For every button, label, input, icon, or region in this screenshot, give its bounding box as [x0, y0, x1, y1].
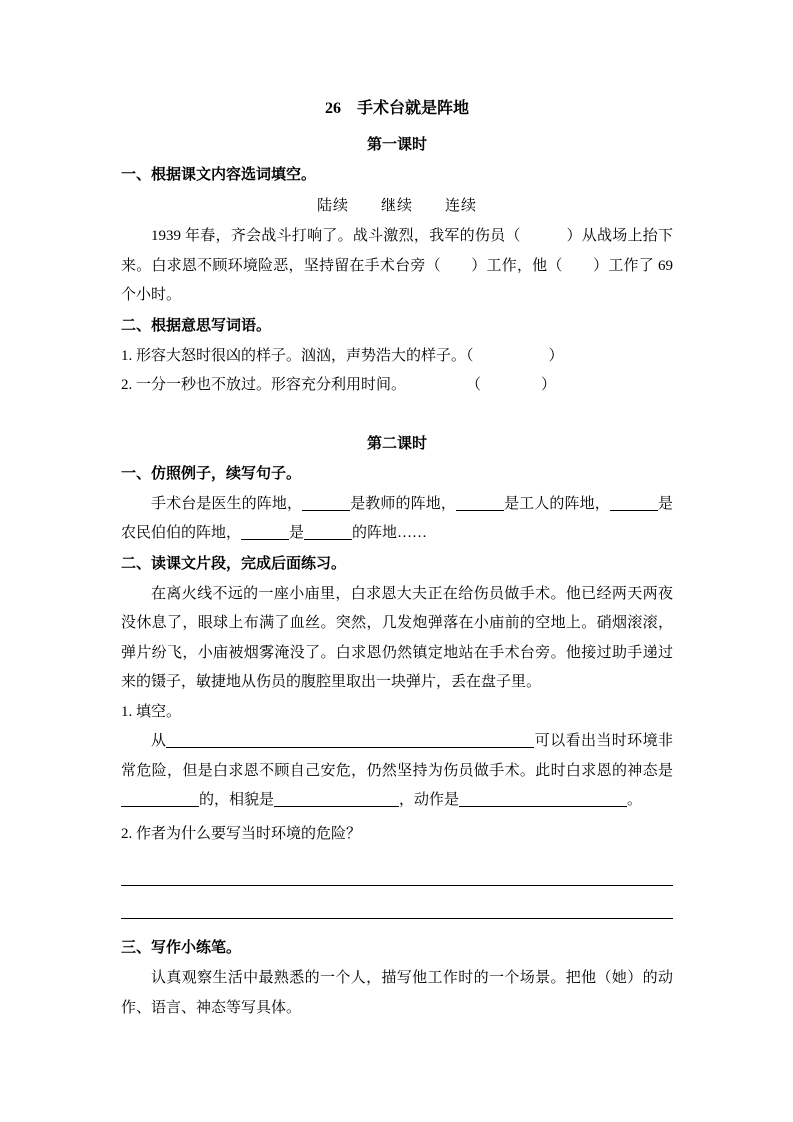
reading-passage: 在离火线不远的一座小庙里，白求恩大夫正在给伤员做手术。他已经两天两夜没休息了，眼球上布满了血丝。突然，几发炮弹落在小庙前的空地上。硝烟滚滚，弹片纷飞，小庙被烟雾淹没了。白求恩仍然镇定地站在手术台旁。他接过助手递过来的镊子，敏捷地从伤员的腹腔里取出一块弹片，丢在盘子里。 — [121, 585, 673, 690]
text-run: 是工人的阵地， — [503, 495, 610, 512]
text-run: 手术台是医生的阵地， — [151, 495, 303, 512]
answer-line-1 — [121, 849, 673, 886]
text-run: 可以看出当时环境非常危险，但是白求恩不顾自己安危，仍然坚持为伤员做手术。此时白求恩的神态是 — [121, 733, 673, 779]
open-question: 2. 作者为什么要写当时环境的危险？ — [121, 825, 362, 842]
section2-2-heading: 二、读课文片段，完成后面练习。 — [121, 555, 347, 572]
word-options: 陆续 继续 连续 — [316, 198, 477, 214]
text-run: 的，相貌是 — [199, 792, 275, 808]
fill-in-question-label: 1. 填空。 — [121, 703, 182, 720]
definition-question-1: 1. 形容大怒时很凶的样子。汹汹，声势浩大的样子。（ ） — [121, 347, 564, 364]
fill-in-question-body — [121, 727, 673, 816]
text-run: 是农民伯伯的阵地， — [121, 495, 673, 541]
fill-in-blank — [166, 732, 534, 748]
section2-3-heading: 三、写作小练笔。 — [121, 940, 242, 956]
cloze-passage: 1939 年春，齐会战斗打响了。战斗激烈，我军的伤员（ ）从战场上抬下来。白求恩不顾环境险恶，坚持留在手术台旁（ ）工作，他（ ）工作了 69 个小时。 — [121, 228, 673, 303]
text-run: 从 — [151, 733, 167, 749]
sentence-continuation-exercise — [121, 490, 673, 549]
section1-1-heading: 一、根据课文内容选词填空。 — [121, 167, 317, 183]
fill-in-blank — [121, 791, 199, 807]
text-run: ，动作是 — [399, 792, 460, 808]
fill-in-blank — [274, 791, 399, 807]
answer-line-2 — [121, 886, 673, 919]
text-run: 是 — [289, 525, 305, 541]
text-run: 是教师的阵地， — [350, 495, 456, 512]
definition-question-2: 2. 一分一秒也不放过。形容充分利用时间。 （ ） — [121, 377, 557, 393]
session1-heading: 第一课时 — [366, 137, 427, 153]
fill-in-blank — [241, 524, 289, 540]
fill-in-blank — [610, 495, 658, 511]
writing-exercise-instructions: 认真观察生活中最熟悉的一个人，描写他工作时的一个场景。把他（她）的动作、语言、神态等写具体。 — [121, 970, 673, 1016]
fill-in-blank — [304, 524, 352, 540]
fill-in-blank — [459, 791, 627, 807]
text-run: 。 — [627, 792, 643, 808]
section2-1-heading: 一、仿照例子，续写句子。 — [121, 465, 302, 482]
session2-heading: 第二课时 — [366, 435, 427, 452]
fill-in-blank — [302, 495, 350, 511]
text-run: 的阵地…… — [352, 525, 428, 541]
lesson-title: 26 手术台就是阵地 — [324, 100, 469, 117]
fill-in-blank — [456, 495, 504, 511]
section1-2-heading: 二、根据意思写词语。 — [121, 317, 272, 334]
